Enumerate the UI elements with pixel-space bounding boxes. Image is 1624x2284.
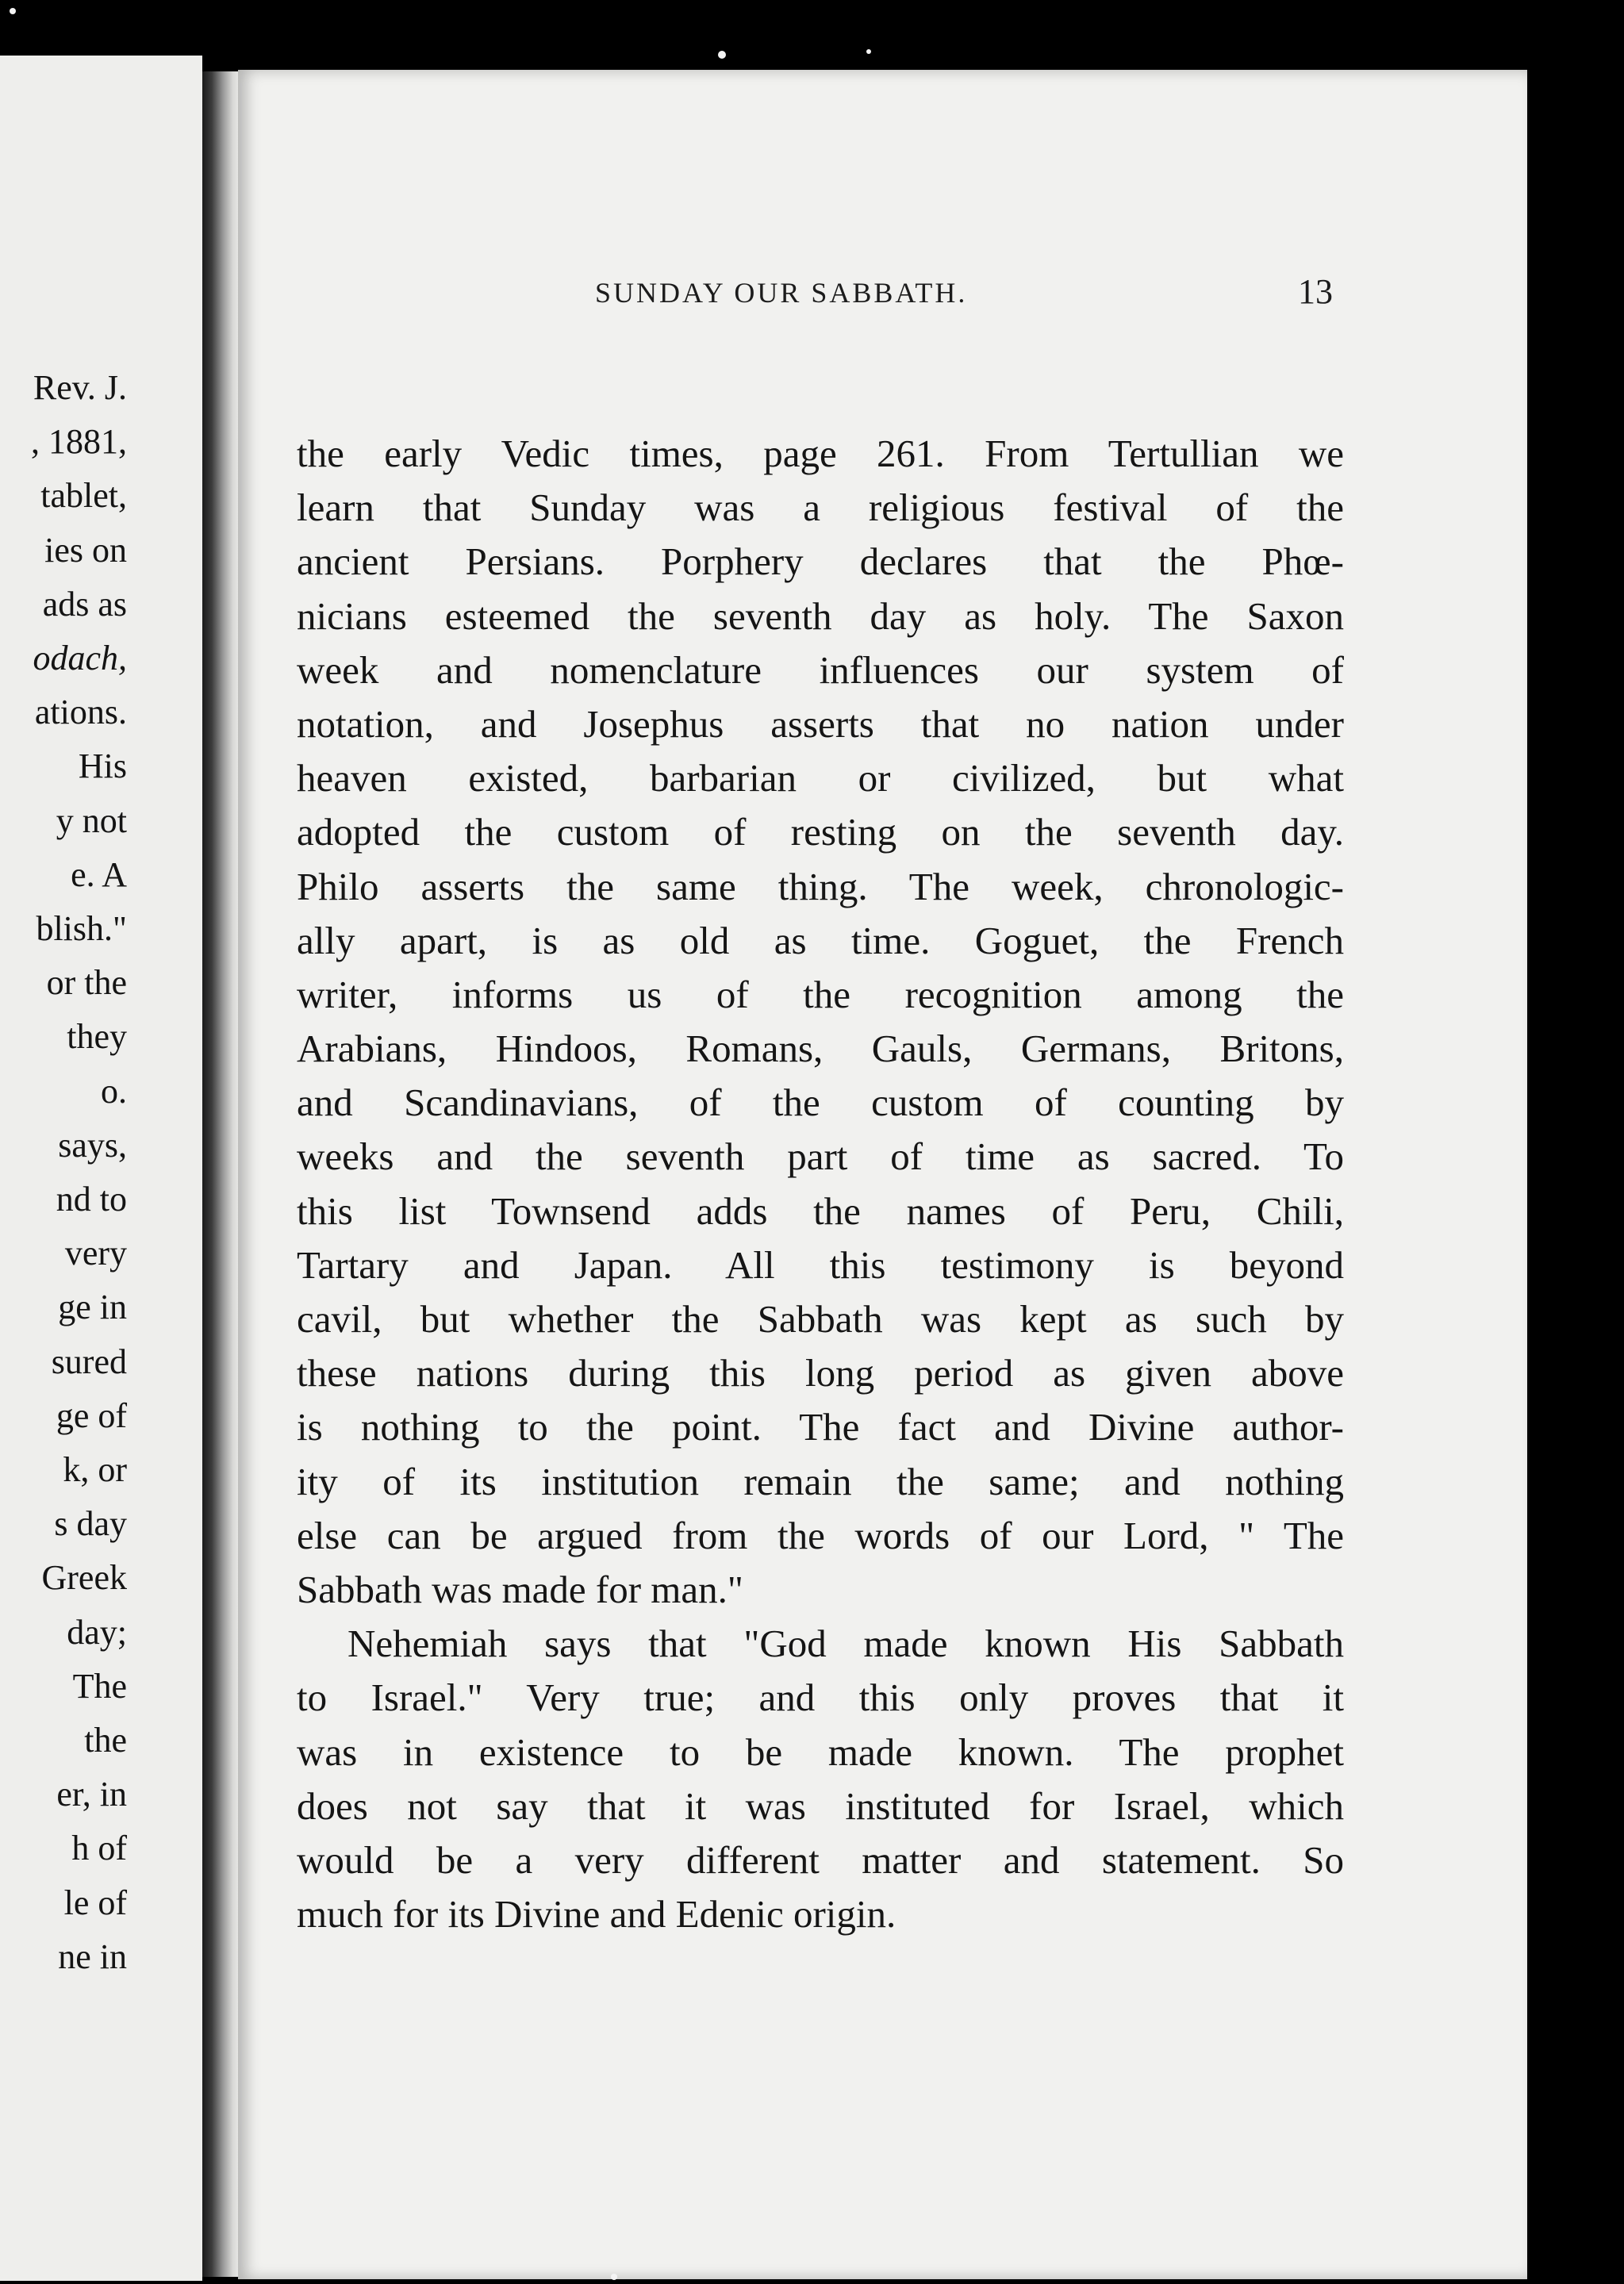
text-line: would be a very different matter and statement. So — [297, 1837, 1344, 1882]
previous-page-line: they — [67, 1017, 127, 1057]
previous-page-line: says, — [58, 1125, 127, 1165]
previous-page-line: odach, — [33, 639, 127, 678]
text-line: weeks and the seventh part of time as sacred. To — [297, 1134, 1344, 1179]
text-line: adopted the custom of resting on the seventh day. — [297, 810, 1344, 854]
paragraph — [297, 427, 1344, 1617]
text-line: ancient Persians. Porphery declares that the Phœ- — [297, 539, 1344, 584]
text-line: Sabbath was made for man." — [297, 1567, 743, 1611]
text-line: this list Townsend adds the names of Peru, Chili, — [297, 1188, 1344, 1233]
previous-page-line: ge of — [56, 1395, 127, 1435]
scan-speck — [611, 2274, 617, 2280]
book-gutter-shadow — [202, 71, 240, 2277]
text-line: else can be argued from the words of our Lord, " The — [297, 1513, 1344, 1557]
body-text — [297, 427, 1344, 1941]
text-line: notation, and Josephus asserts that no nation under — [297, 701, 1344, 746]
previous-page-line: ads as — [42, 584, 127, 624]
previous-page-line: k, or — [63, 1450, 127, 1490]
scan-speck — [10, 8, 16, 14]
text-line: to Israel." Very true; and this only proves that it — [297, 1676, 1344, 1720]
current-page — [238, 70, 1527, 2279]
running-head-title: SUNDAY OUR SABBATH. — [595, 277, 968, 309]
previous-page-line: , 1881, — [31, 422, 127, 462]
text-line: ity of its institution remain the same; and nothing — [297, 1459, 1344, 1503]
previous-page-line: sured — [51, 1342, 127, 1381]
previous-page-line: le of — [63, 1883, 127, 1922]
previous-page-line: day; — [67, 1612, 127, 1652]
previous-page-line: Rev. J. — [33, 368, 127, 407]
text-line: much for its Divine and Edenic origin. — [297, 1892, 896, 1937]
previous-page-line: ies on — [44, 530, 127, 570]
text-line: writer, informs us of the recognition among the — [297, 972, 1344, 1016]
previous-page-line: the — [84, 1721, 127, 1760]
previous-page-line: tablet, — [40, 476, 127, 516]
text-line: and Scandinavians, of the custom of counting by — [297, 1081, 1344, 1125]
previous-page-line: s day — [54, 1504, 127, 1544]
text-line: cavil, but whether the Sabbath was kept as such by — [297, 1297, 1344, 1341]
text-line: these nations during this long period as given above — [297, 1351, 1344, 1395]
text-line: ally apart, is as old as time. Goguet, the French — [297, 918, 1344, 962]
text-line: Nehemiah says that "God made known His Sabbath — [347, 1622, 1344, 1666]
previous-page-line: er, in — [56, 1775, 127, 1814]
previous-page-line: very — [64, 1234, 127, 1273]
previous-page-line: ne in — [58, 1937, 127, 1976]
text-line: does not say that it was instituted for Israel, which — [297, 1783, 1344, 1828]
previous-page-line: His — [78, 747, 127, 786]
previous-page-text — [31, 361, 127, 1984]
previous-page-line: e. A — [71, 854, 127, 894]
previous-page-line: or the — [46, 963, 127, 1003]
text-line: nicians esteemed the seventh day as holy. The Saxon — [297, 593, 1344, 638]
scan-speck — [866, 49, 871, 54]
text-line: is nothing to the point. The fact and Divine author- — [297, 1405, 1344, 1449]
previous-page-line: nd to — [56, 1180, 127, 1219]
text-line: heaven existed, barbarian or civilized, but what — [297, 756, 1344, 800]
previous-page-line: blish." — [36, 909, 127, 949]
paragraph — [297, 1617, 1344, 1941]
previous-page-line: ations. — [34, 693, 127, 732]
previous-page-line: y not — [56, 800, 127, 840]
previous-page-line: The — [72, 1666, 127, 1706]
running-head — [238, 272, 1333, 324]
text-line: was in existence to be made known. The prophet — [297, 1729, 1344, 1774]
previous-page-line: ge in — [58, 1288, 127, 1327]
text-line: the early Vedic times, page 261. From Tertullian we — [297, 432, 1344, 475]
text-line: Tartary and Japan. All this testimony is beyond — [297, 1242, 1344, 1287]
text-line: Philo asserts the same thing. The week, chronologic- — [297, 864, 1344, 908]
text-line: Arabians, Hindoos, Romans, Gauls, Germans, Britons, — [297, 1027, 1344, 1071]
previous-page-line: h of — [71, 1829, 127, 1868]
text-line: learn that Sunday was a religious festival of the — [297, 486, 1344, 530]
previous-page-line: Greek — [41, 1558, 127, 1598]
previous-page-line: o. — [101, 1071, 127, 1111]
scan-speck — [718, 51, 726, 59]
page-number: 13 — [1298, 272, 1333, 311]
previous-page-fragment — [0, 56, 202, 2281]
text-line: week and nomenclature influences our system of — [297, 647, 1344, 692]
